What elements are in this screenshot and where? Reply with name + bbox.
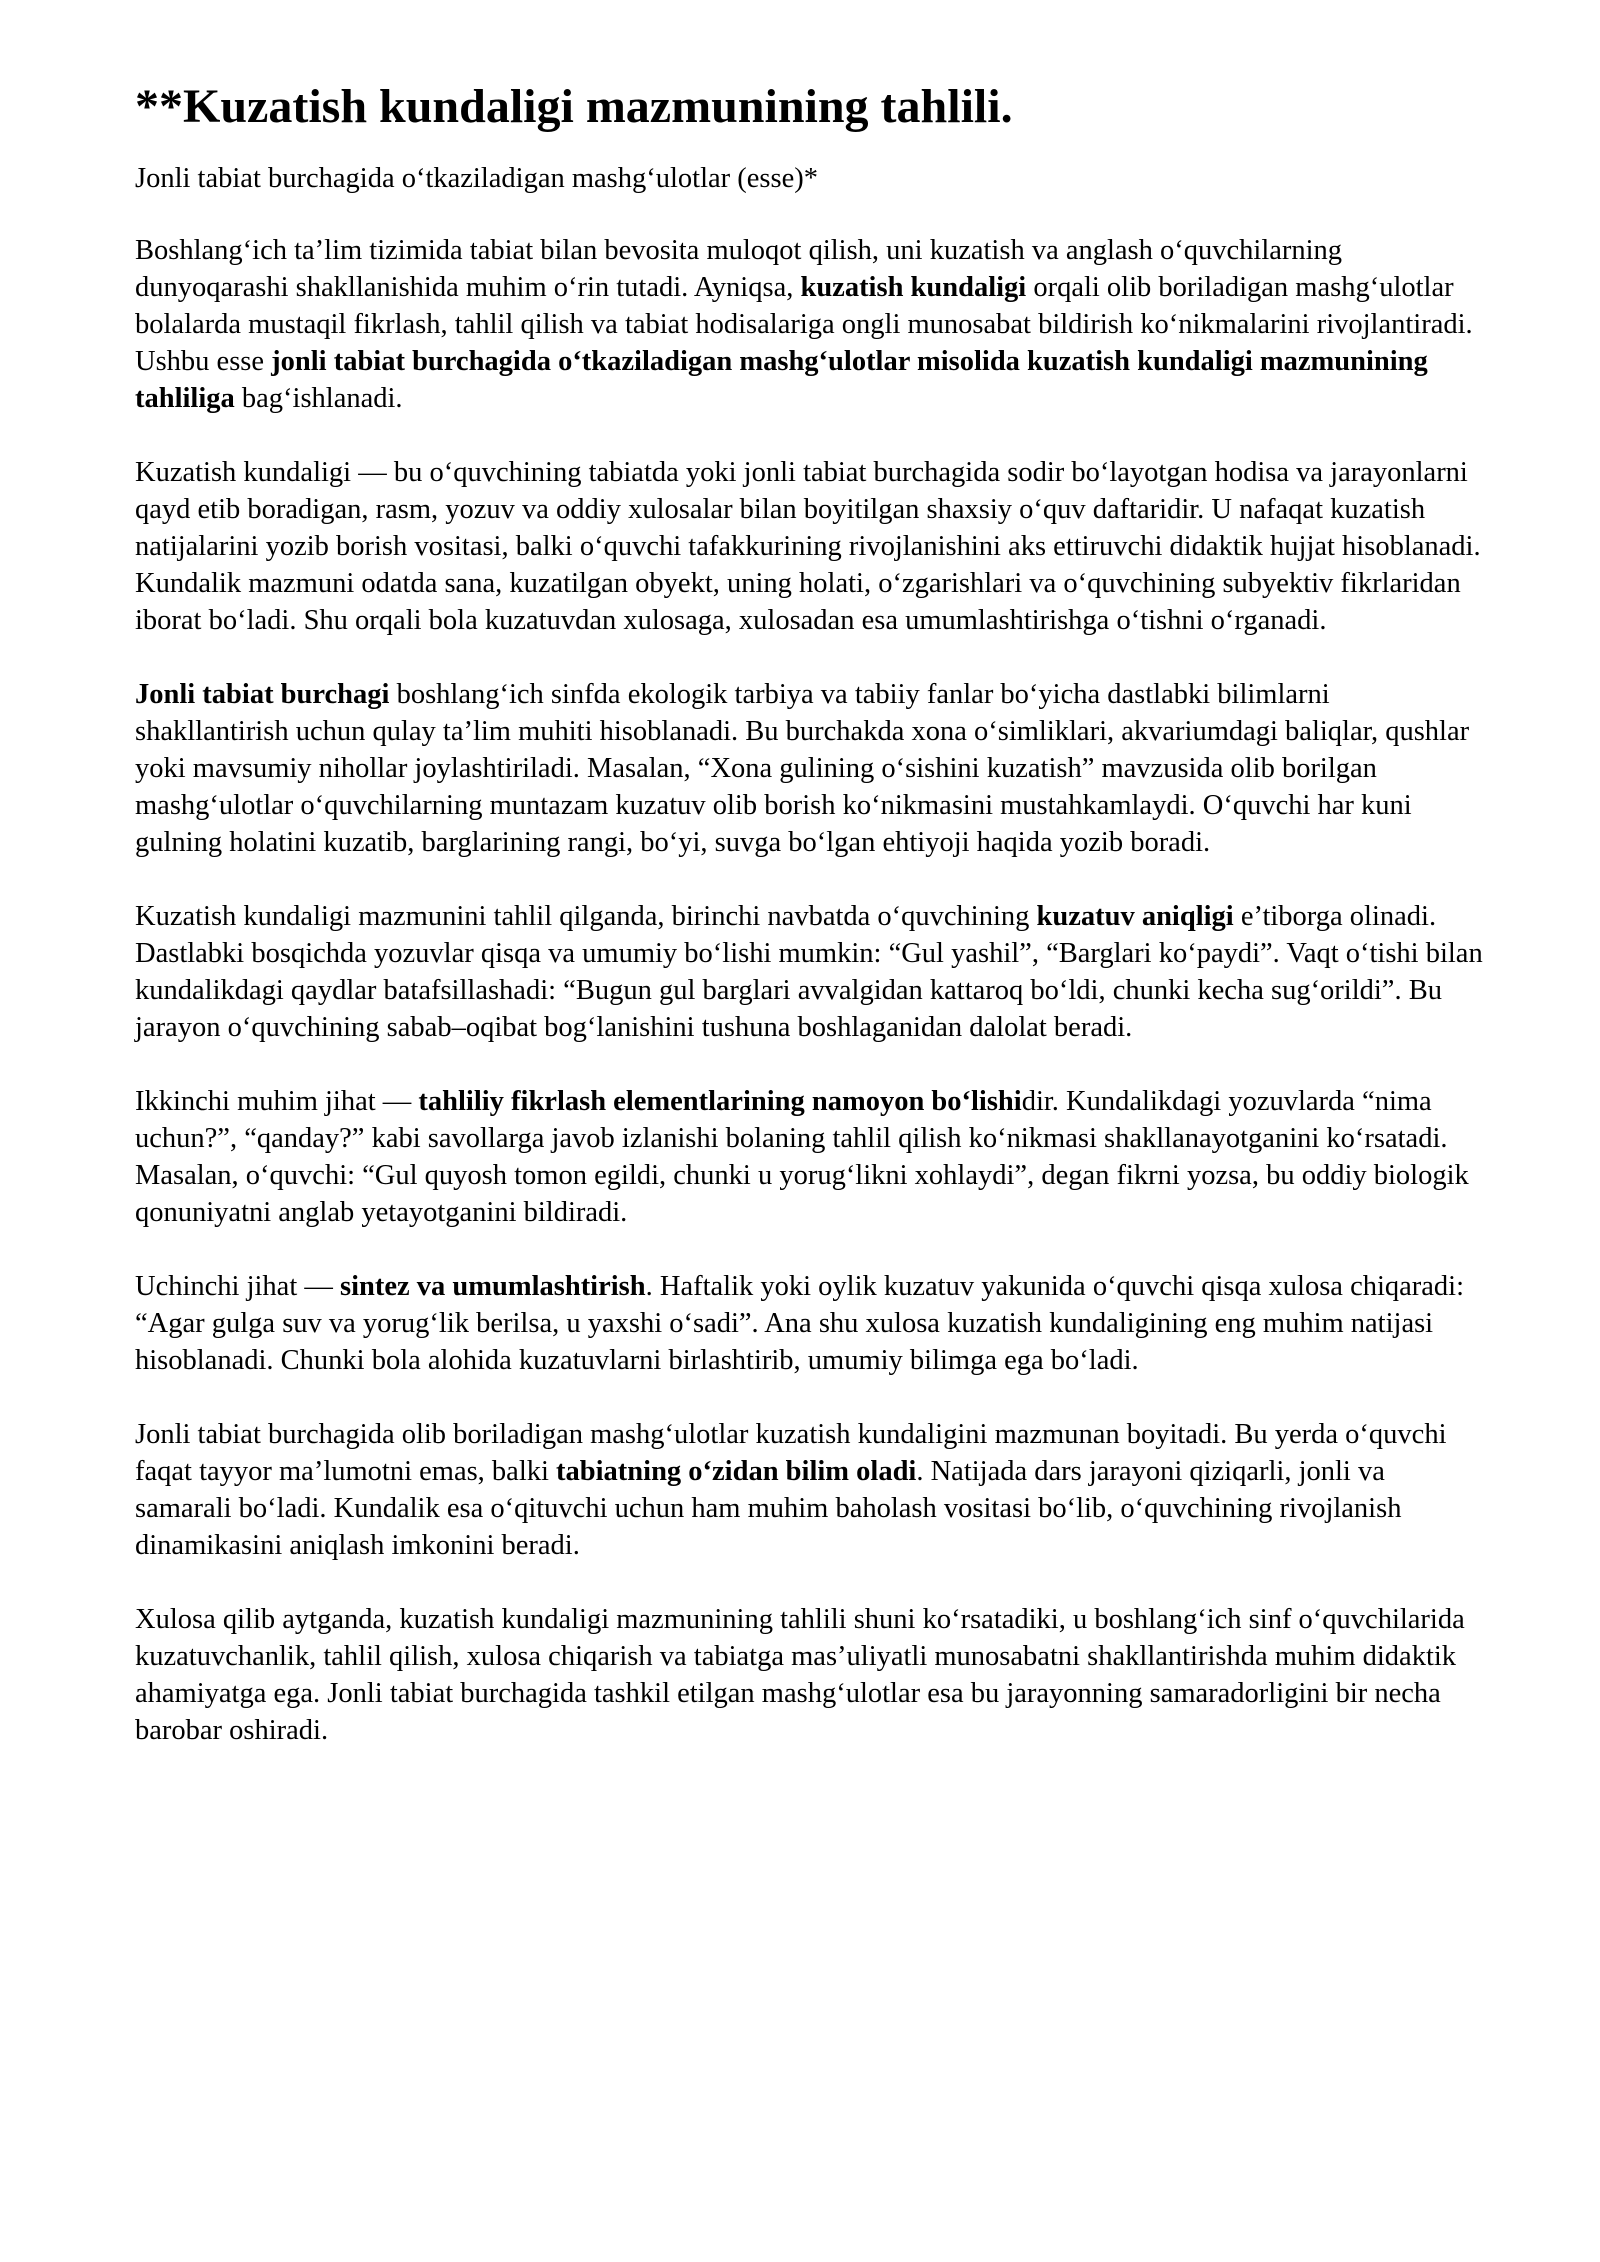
paragraph [135, 1601, 1485, 1749]
text-run: . Haftalik yoki oylik kuzatuv yakunida o‘quvchi qisqa xulosa chiqaradi: “Agar gulga suv va yorug‘lik berilsa, u yaxshi o‘sadi”. Ana shu xulosa kuzatish kundaligining eng muhim natijasi hisoblanadi. Chunki bola alohida kuzatuvlarni birlashtirib, umumiy bilimga ega bo‘ladi. [135, 1271, 1465, 1376]
bold-text: kuzatuv aniqligi [1036, 901, 1234, 932]
text-run: Jonli tabiat burchagida olib boriladigan mashg‘ulotlar kuzatish kundaligini mazmunan boyitadi. Bu yerda o‘quvchi faqat tayyor ma’lumotni emas, balki [135, 1419, 1447, 1487]
paragraph [135, 1268, 1485, 1379]
paragraph [135, 454, 1485, 639]
paragraph [135, 1083, 1485, 1231]
paragraph [135, 676, 1485, 861]
bold-text: tahliliy fikrlash elementlarining namoyon bo‘lishi [418, 1086, 1022, 1117]
text-run: Ikkinchi muhim jihat — [135, 1086, 419, 1117]
paragraph [135, 898, 1485, 1046]
text-run: Xulosa qilib aytganda, kuzatish kundaligi mazmunining tahlili shuni ko‘rsatadiki, u boshlang‘ich sinf o‘quvchilarida kuzatuvchanlik, tahlil qilish, xulosa chiqarish va tabiatga mas’uliyatli munosabatni shakllantirishda muhim didaktik ahamiyatga ega. Jonli tabiat burchagida tashkil etilgan mashg‘ulotlar esa bu jarayonning samaradorligini bir necha barobar oshiradi. [135, 1604, 1465, 1746]
text-run: boshlang‘ich sinfda ekologik tarbiya va tabiiy fanlar bo‘yicha dastlabki bilimlarni shakllantirish uchun qulay ta’lim muhiti hisoblanadi. Bu burchakda xona o‘simliklari, akvariumdagi baliqlar, qushlar yoki mavsumiy nihollar joylashtiriladi. Masalan, “Xona gulining o‘sishini kuzatish” mavzusida olib borilgan mashg‘ulotlar o‘quvchilarning muntazam kuzatuv olib borish ko‘nikmasini mustahkamlaydi. O‘quvchi har kuni gulning holatini kuzatib, barglarining rangi, bo‘yi, suvga bo‘lgan ehtiyoji haqida yozib boradi. [135, 679, 1470, 858]
text-run: orqali olib boriladigan mashg‘ulotlar bolalarda mustaqil fikrlash, tahlil qilish va tabiat hodisalariga ongli munosabat bildirish ko‘nikmalarini rivojlantiradi. Ushbu esse [135, 272, 1473, 377]
paragraph [135, 232, 1485, 417]
bold-text: jonli tabiat burchagida o‘tkaziladigan mashg‘ulotlar misolida kuzatish kundaligi mazmunining tahliliga [135, 346, 1428, 414]
document-title: **Kuzatish kundaligi mazmunining tahlili. [135, 80, 1013, 133]
document-page [135, 72, 1485, 1786]
bold-text: kuzatish kundaligi [800, 272, 1027, 303]
text-run: Uchinchi jihat — [135, 1271, 340, 1302]
bold-text: sintez va umumlashtirish [340, 1271, 646, 1302]
text-run: Kuzatish kundaligi mazmunini tahlil qilganda, birinchi navbatda o‘quvchining [135, 901, 1037, 932]
document-body [135, 232, 1485, 1749]
text-run: bag‘ishlanadi. [234, 383, 403, 414]
document-subtitle: Jonli tabiat burchagida o‘tkaziladigan mashg‘ulotlar (esse)* [135, 163, 818, 194]
bold-text: tabiatning o‘zidan bilim oladi [556, 1456, 917, 1487]
text-run: Kuzatish kundaligi — bu o‘quvchining tabiatda yoki jonli tabiat burchagida sodir bo‘layotgan hodisa va jarayonlarni qayd etib boradigan, rasm, yozuv va oddiy xulosalar bilan boyitilgan shaxsiy o‘quv daftaridir. U nafaqat kuzatish natijalarini yozib borish vositasi, balki o‘quvchi tafakkurining rivojlanishini aks ettiruvchi didaktik hujjat hisoblanadi. Kundalik mazmuni odatda sana, kuzatilgan obyekt, uning holati, o‘zgarishlari va o‘quvchining subyektiv fikrlaridan iborat bo‘ladi. Shu orqali bola kuzatuvdan xulosaga, xulosadan esa umumlashtirishga o‘tishni o‘rganadi. [135, 457, 1481, 636]
text-run: dir. Kundalikdagi yozuvlarda “nima uchun?”, “qanday?” kabi savollarga javob izlanishi bolaning tahlil qilish ko‘nikmasi shakllanayotganini ko‘rsatadi. Masalan, o‘quvchi: “Gul quyosh tomon egildi, chunki u yorug‘likni xohlaydi”, degan fikrni yozsa, bu oddiy biologik qonuniyatni anglab yetayotganini bildiradi. [135, 1086, 1469, 1228]
text-run: e’tiborga olinadi. Dastlabki bosqichda yozuvlar qisqa va umumiy bo‘lishi mumkin: “Gul yashil”, “Barglari ko‘paydi”. Vaqt o‘tishi bilan kundalikdagi qaydlar batafsillashadi: “Bugun gul barglari avvalgidan kattaroq bo‘ldi, chunki kecha sug‘orildi”. Bu jarayon o‘quvchining sabab–oqibat bog‘lanishini tushuna boshlaganidan dalolat beradi. [135, 901, 1483, 1043]
text-run: Boshlang‘ich ta’lim tizimida tabiat bilan bevosita muloqot qilish, uni kuzatish va anglash o‘quvchilarning dunyoqarashi shakllanishida muhim o‘rin tutadi. Ayniqsa, [135, 235, 1343, 303]
bold-text: Jonli tabiat burchagi [135, 679, 390, 710]
text-run: . Natijada dars jarayoni qiziqarli, jonli va samarali bo‘ladi. Kundalik esa o‘qituvchi uchun ham muhim baholash vositasi bo‘lib, o‘quvchining rivojlanish dinamikasini aniqlash imkonini beradi. [135, 1456, 1402, 1561]
paragraph [135, 1416, 1485, 1564]
